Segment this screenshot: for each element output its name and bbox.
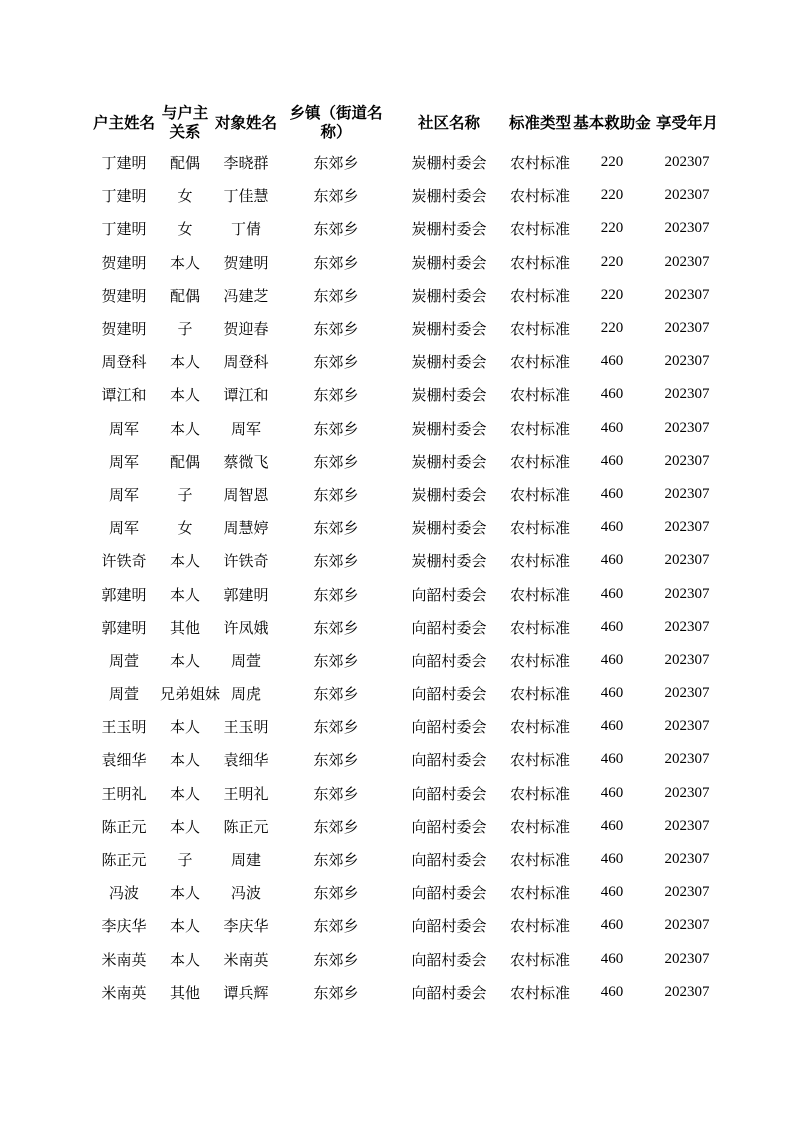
table-row xyxy=(88,478,728,511)
cell-standard_type: 农村标准 xyxy=(509,322,570,339)
cell-person_name: 米南英 xyxy=(223,952,269,969)
cell-basic_subsidy: 220 xyxy=(600,220,624,237)
cell-relationship: 本人 xyxy=(169,952,200,969)
cell-person_name: 周智恩 xyxy=(223,487,269,504)
cell-household_head: 周军 xyxy=(108,521,139,538)
cell-benefit_month: 202307 xyxy=(664,419,710,436)
cell-benefit_month: 202307 xyxy=(664,220,710,237)
cell-relationship: 本人 xyxy=(169,720,200,737)
cell-standard_type: 农村标准 xyxy=(509,753,570,770)
cell-basic_subsidy: 460 xyxy=(600,353,624,370)
cell-community: 炭棚村委会 xyxy=(411,388,487,405)
cell-household_head: 周萱 xyxy=(108,653,139,670)
cell-household_head: 陈正元 xyxy=(101,853,147,870)
cell-household_head: 谭江和 xyxy=(101,388,147,405)
cell-township: 东郊乡 xyxy=(313,355,359,372)
cell-household_head: 王明礼 xyxy=(101,786,147,803)
cell-household_head: 米南英 xyxy=(101,985,147,1002)
cell-household_head: 周军 xyxy=(108,454,139,471)
cell-basic_subsidy: 220 xyxy=(600,320,624,337)
cell-household_head: 贺建明 xyxy=(101,288,147,305)
cell-township: 东郊乡 xyxy=(313,587,359,604)
table-row xyxy=(88,179,728,212)
cell-household_head: 周萱 xyxy=(108,687,139,704)
cell-basic_subsidy: 460 xyxy=(600,983,624,1000)
cell-township: 东郊乡 xyxy=(313,255,359,272)
table-row xyxy=(88,445,728,478)
cell-community: 炭棚村委会 xyxy=(411,554,487,571)
cell-benefit_month: 202307 xyxy=(664,983,710,1000)
cell-standard_type: 农村标准 xyxy=(509,421,570,438)
cell-benefit_month: 202307 xyxy=(664,485,710,502)
cell-standard_type: 农村标准 xyxy=(509,189,570,206)
cell-relationship: 兄弟姐妹 xyxy=(160,687,221,704)
cell-relationship: 子 xyxy=(177,853,193,870)
cell-standard_type: 农村标准 xyxy=(509,388,570,405)
cell-community: 向韶村委会 xyxy=(411,620,487,637)
cell-standard_type: 农村标准 xyxy=(509,255,570,272)
cell-benefit_month: 202307 xyxy=(664,552,710,569)
cell-benefit_month: 202307 xyxy=(664,685,710,702)
cell-basic_subsidy: 460 xyxy=(600,552,624,569)
cell-township: 东郊乡 xyxy=(313,720,359,737)
cell-benefit_month: 202307 xyxy=(664,950,710,967)
cell-relationship: 本人 xyxy=(169,653,200,670)
cell-household_head: 丁建明 xyxy=(101,156,147,173)
cell-basic_subsidy: 220 xyxy=(600,286,624,303)
column-header-basic-subsidy: 基本救助金 xyxy=(573,114,651,132)
cell-township: 东郊乡 xyxy=(313,454,359,471)
cell-relationship: 本人 xyxy=(169,255,200,272)
table-row xyxy=(88,146,728,179)
cell-community: 炭棚村委会 xyxy=(411,421,487,438)
cell-benefit_month: 202307 xyxy=(664,817,710,834)
cell-basic_subsidy: 460 xyxy=(600,950,624,967)
cell-household_head: 郭建明 xyxy=(101,620,147,637)
cell-township: 东郊乡 xyxy=(313,653,359,670)
cell-person_name: 许铁奇 xyxy=(223,554,269,571)
cell-basic_subsidy: 460 xyxy=(600,751,624,768)
cell-person_name: 周登科 xyxy=(223,355,269,372)
cell-basic_subsidy: 220 xyxy=(600,154,624,171)
table-row xyxy=(88,577,728,610)
cell-township: 东郊乡 xyxy=(313,421,359,438)
cell-basic_subsidy: 460 xyxy=(600,386,624,403)
cell-basic_subsidy: 220 xyxy=(600,253,624,270)
cell-community: 向韶村委会 xyxy=(411,786,487,803)
cell-person_name: 王玉明 xyxy=(223,720,269,737)
cell-person_name: 袁细华 xyxy=(223,753,269,770)
cell-benefit_month: 202307 xyxy=(664,452,710,469)
cell-standard_type: 农村标准 xyxy=(509,886,570,903)
cell-relationship: 本人 xyxy=(169,388,200,405)
cell-community: 炭棚村委会 xyxy=(411,322,487,339)
column-header-benefit-month: 享受年月 xyxy=(655,114,718,132)
cell-standard_type: 农村标准 xyxy=(509,853,570,870)
cell-relationship: 子 xyxy=(177,487,193,504)
cell-community: 炭棚村委会 xyxy=(411,355,487,372)
cell-community: 向韶村委会 xyxy=(411,819,487,836)
cell-relationship: 本人 xyxy=(169,786,200,803)
cell-relationship: 女 xyxy=(177,189,193,206)
cell-basic_subsidy: 460 xyxy=(600,519,624,536)
cell-standard_type: 农村标准 xyxy=(509,786,570,803)
cell-relationship: 本人 xyxy=(169,886,200,903)
cell-person_name: 冯建芝 xyxy=(223,288,269,305)
table-row xyxy=(88,710,728,743)
cell-township: 东郊乡 xyxy=(313,189,359,206)
cell-township: 东郊乡 xyxy=(313,886,359,903)
cell-community: 炭棚村委会 xyxy=(411,255,487,272)
cell-community: 炭棚村委会 xyxy=(411,156,487,173)
cell-person_name: 周军 xyxy=(230,421,261,438)
table-body xyxy=(88,146,728,1009)
cell-benefit_month: 202307 xyxy=(664,651,710,668)
cell-household_head: 李庆华 xyxy=(101,919,147,936)
cell-person_name: 王明礼 xyxy=(223,786,269,803)
cell-township: 东郊乡 xyxy=(313,521,359,538)
cell-township: 东郊乡 xyxy=(313,487,359,504)
cell-basic_subsidy: 460 xyxy=(600,485,624,502)
cell-benefit_month: 202307 xyxy=(664,784,710,801)
cell-basic_subsidy: 460 xyxy=(600,585,624,602)
cell-person_name: 周萱 xyxy=(230,653,261,670)
cell-relationship: 其他 xyxy=(169,620,200,637)
cell-household_head: 米南英 xyxy=(101,952,147,969)
cell-household_head: 许铁奇 xyxy=(101,554,147,571)
table-row xyxy=(88,345,728,378)
cell-standard_type: 农村标准 xyxy=(509,554,570,571)
cell-standard_type: 农村标准 xyxy=(509,653,570,670)
cell-community: 向韶村委会 xyxy=(411,886,487,903)
cell-household_head: 王玉明 xyxy=(101,720,147,737)
cell-township: 东郊乡 xyxy=(313,388,359,405)
table-row xyxy=(88,246,728,279)
cell-person_name: 陈正元 xyxy=(223,819,269,836)
cell-household_head: 贺建明 xyxy=(101,322,147,339)
cell-standard_type: 农村标准 xyxy=(509,687,570,704)
cell-township: 东郊乡 xyxy=(313,753,359,770)
cell-person_name: 周虎 xyxy=(230,687,261,704)
table-row xyxy=(88,843,728,876)
column-header-standard-type: 标准类型 xyxy=(508,114,571,132)
column-header-person-name: 对象姓名 xyxy=(214,114,277,132)
cell-community: 炭棚村委会 xyxy=(411,189,487,206)
cell-community: 向韶村委会 xyxy=(411,720,487,737)
cell-basic_subsidy: 460 xyxy=(600,917,624,934)
cell-person_name: 蔡微飞 xyxy=(223,454,269,471)
cell-community: 炭棚村委会 xyxy=(411,222,487,239)
cell-household_head: 冯波 xyxy=(108,886,139,903)
cell-standard_type: 农村标准 xyxy=(509,952,570,969)
cell-benefit_month: 202307 xyxy=(664,618,710,635)
table-row xyxy=(88,212,728,245)
cell-standard_type: 农村标准 xyxy=(509,587,570,604)
cell-person_name: 周建 xyxy=(230,853,261,870)
table-header-row xyxy=(88,100,728,146)
table-row xyxy=(88,611,728,644)
cell-relationship: 本人 xyxy=(169,355,200,372)
cell-person_name: 郭建明 xyxy=(223,587,269,604)
cell-community: 向韶村委会 xyxy=(411,853,487,870)
column-header-community: 社区名称 xyxy=(417,114,480,132)
cell-township: 东郊乡 xyxy=(313,985,359,1002)
cell-township: 东郊乡 xyxy=(313,853,359,870)
cell-person_name: 谭兵辉 xyxy=(223,985,269,1002)
cell-basic_subsidy: 460 xyxy=(600,618,624,635)
cell-relationship: 女 xyxy=(177,222,193,239)
cell-relationship: 本人 xyxy=(169,587,200,604)
cell-relationship: 本人 xyxy=(169,554,200,571)
cell-township: 东郊乡 xyxy=(313,919,359,936)
cell-household_head: 陈正元 xyxy=(101,819,147,836)
cell-basic_subsidy: 460 xyxy=(600,452,624,469)
cell-basic_subsidy: 460 xyxy=(600,851,624,868)
cell-relationship: 子 xyxy=(177,322,193,339)
cell-relationship: 本人 xyxy=(169,819,200,836)
cell-benefit_month: 202307 xyxy=(664,353,710,370)
table-row xyxy=(88,876,728,909)
cell-standard_type: 农村标准 xyxy=(509,156,570,173)
cell-benefit_month: 202307 xyxy=(664,286,710,303)
cell-person_name: 丁佳慧 xyxy=(223,189,269,206)
cell-person_name: 许凤娥 xyxy=(223,620,269,637)
cell-benefit_month: 202307 xyxy=(664,851,710,868)
column-header-township: 乡镇（街道名称） xyxy=(289,105,383,141)
table-row xyxy=(88,312,728,345)
cell-basic_subsidy: 460 xyxy=(600,817,624,834)
table-row xyxy=(88,279,728,312)
cell-basic_subsidy: 460 xyxy=(600,718,624,735)
cell-community: 向韶村委会 xyxy=(411,919,487,936)
cell-standard_type: 农村标准 xyxy=(509,819,570,836)
cell-person_name: 贺迎春 xyxy=(223,322,269,339)
cell-township: 东郊乡 xyxy=(313,222,359,239)
cell-standard_type: 农村标准 xyxy=(509,487,570,504)
cell-township: 东郊乡 xyxy=(313,687,359,704)
cell-basic_subsidy: 460 xyxy=(600,685,624,702)
table-row xyxy=(88,743,728,776)
cell-benefit_month: 202307 xyxy=(664,585,710,602)
cell-relationship: 配偶 xyxy=(169,288,200,305)
cell-basic_subsidy: 460 xyxy=(600,651,624,668)
cell-township: 东郊乡 xyxy=(313,156,359,173)
cell-benefit_month: 202307 xyxy=(664,386,710,403)
cell-benefit_month: 202307 xyxy=(664,884,710,901)
cell-person_name: 丁倩 xyxy=(230,222,261,239)
cell-community: 向韶村委会 xyxy=(411,952,487,969)
cell-person_name: 谭江和 xyxy=(223,388,269,405)
cell-relationship: 配偶 xyxy=(169,156,200,173)
cell-relationship: 本人 xyxy=(169,753,200,770)
cell-household_head: 郭建明 xyxy=(101,587,147,604)
column-header-household-head: 户主姓名 xyxy=(92,114,155,132)
table-row xyxy=(88,511,728,544)
cell-standard_type: 农村标准 xyxy=(509,919,570,936)
cell-standard_type: 农村标准 xyxy=(509,521,570,538)
cell-relationship: 本人 xyxy=(169,919,200,936)
cell-township: 东郊乡 xyxy=(313,554,359,571)
cell-standard_type: 农村标准 xyxy=(509,355,570,372)
cell-standard_type: 农村标准 xyxy=(509,288,570,305)
cell-household_head: 丁建明 xyxy=(101,222,147,239)
cell-township: 东郊乡 xyxy=(313,620,359,637)
cell-basic_subsidy: 460 xyxy=(600,419,624,436)
cell-benefit_month: 202307 xyxy=(664,718,710,735)
cell-community: 炭棚村委会 xyxy=(411,288,487,305)
table-row xyxy=(88,677,728,710)
cell-township: 东郊乡 xyxy=(313,786,359,803)
cell-township: 东郊乡 xyxy=(313,322,359,339)
cell-person_name: 李庆华 xyxy=(223,919,269,936)
cell-community: 炭棚村委会 xyxy=(411,454,487,471)
cell-basic_subsidy: 460 xyxy=(600,884,624,901)
cell-community: 炭棚村委会 xyxy=(411,487,487,504)
table-row xyxy=(88,412,728,445)
cell-standard_type: 农村标准 xyxy=(509,620,570,637)
table-row xyxy=(88,644,728,677)
cell-community: 炭棚村委会 xyxy=(411,521,487,538)
table-row xyxy=(88,976,728,1009)
table-row xyxy=(88,943,728,976)
cell-household_head: 周军 xyxy=(108,421,139,438)
cell-standard_type: 农村标准 xyxy=(509,720,570,737)
table-row xyxy=(88,810,728,843)
cell-benefit_month: 202307 xyxy=(664,320,710,337)
cell-benefit_month: 202307 xyxy=(664,751,710,768)
cell-township: 东郊乡 xyxy=(313,288,359,305)
cell-community: 向韶村委会 xyxy=(411,753,487,770)
cell-community: 向韶村委会 xyxy=(411,653,487,670)
cell-person_name: 冯波 xyxy=(230,886,261,903)
table-row xyxy=(88,378,728,411)
column-header-relationship: 与户主关系 xyxy=(161,105,209,141)
cell-benefit_month: 202307 xyxy=(664,519,710,536)
cell-basic_subsidy: 460 xyxy=(600,784,624,801)
table-row xyxy=(88,909,728,942)
cell-standard_type: 农村标准 xyxy=(509,222,570,239)
cell-benefit_month: 202307 xyxy=(664,187,710,204)
cell-household_head: 丁建明 xyxy=(101,189,147,206)
cell-relationship: 其他 xyxy=(169,985,200,1002)
cell-basic_subsidy: 220 xyxy=(600,187,624,204)
cell-person_name: 李晓群 xyxy=(223,156,269,173)
cell-standard_type: 农村标准 xyxy=(509,454,570,471)
cell-person_name: 周慧婷 xyxy=(223,521,269,538)
cell-household_head: 贺建明 xyxy=(101,255,147,272)
cell-relationship: 配偶 xyxy=(169,454,200,471)
table-row xyxy=(88,544,728,577)
cell-township: 东郊乡 xyxy=(313,952,359,969)
cell-township: 东郊乡 xyxy=(313,819,359,836)
cell-benefit_month: 202307 xyxy=(664,154,710,171)
cell-household_head: 周登科 xyxy=(101,355,147,372)
table-row xyxy=(88,777,728,810)
cell-person_name: 贺建明 xyxy=(223,255,269,272)
cell-benefit_month: 202307 xyxy=(664,253,710,270)
cell-community: 向韶村委会 xyxy=(411,687,487,704)
cell-community: 向韶村委会 xyxy=(411,587,487,604)
cell-benefit_month: 202307 xyxy=(664,917,710,934)
cell-community: 向韶村委会 xyxy=(411,985,487,1002)
cell-household_head: 袁细华 xyxy=(101,753,147,770)
cell-relationship: 女 xyxy=(177,521,193,538)
subsidy-table xyxy=(88,100,728,1009)
cell-household_head: 周军 xyxy=(108,487,139,504)
cell-relationship: 本人 xyxy=(169,421,200,438)
cell-standard_type: 农村标准 xyxy=(509,985,570,1002)
